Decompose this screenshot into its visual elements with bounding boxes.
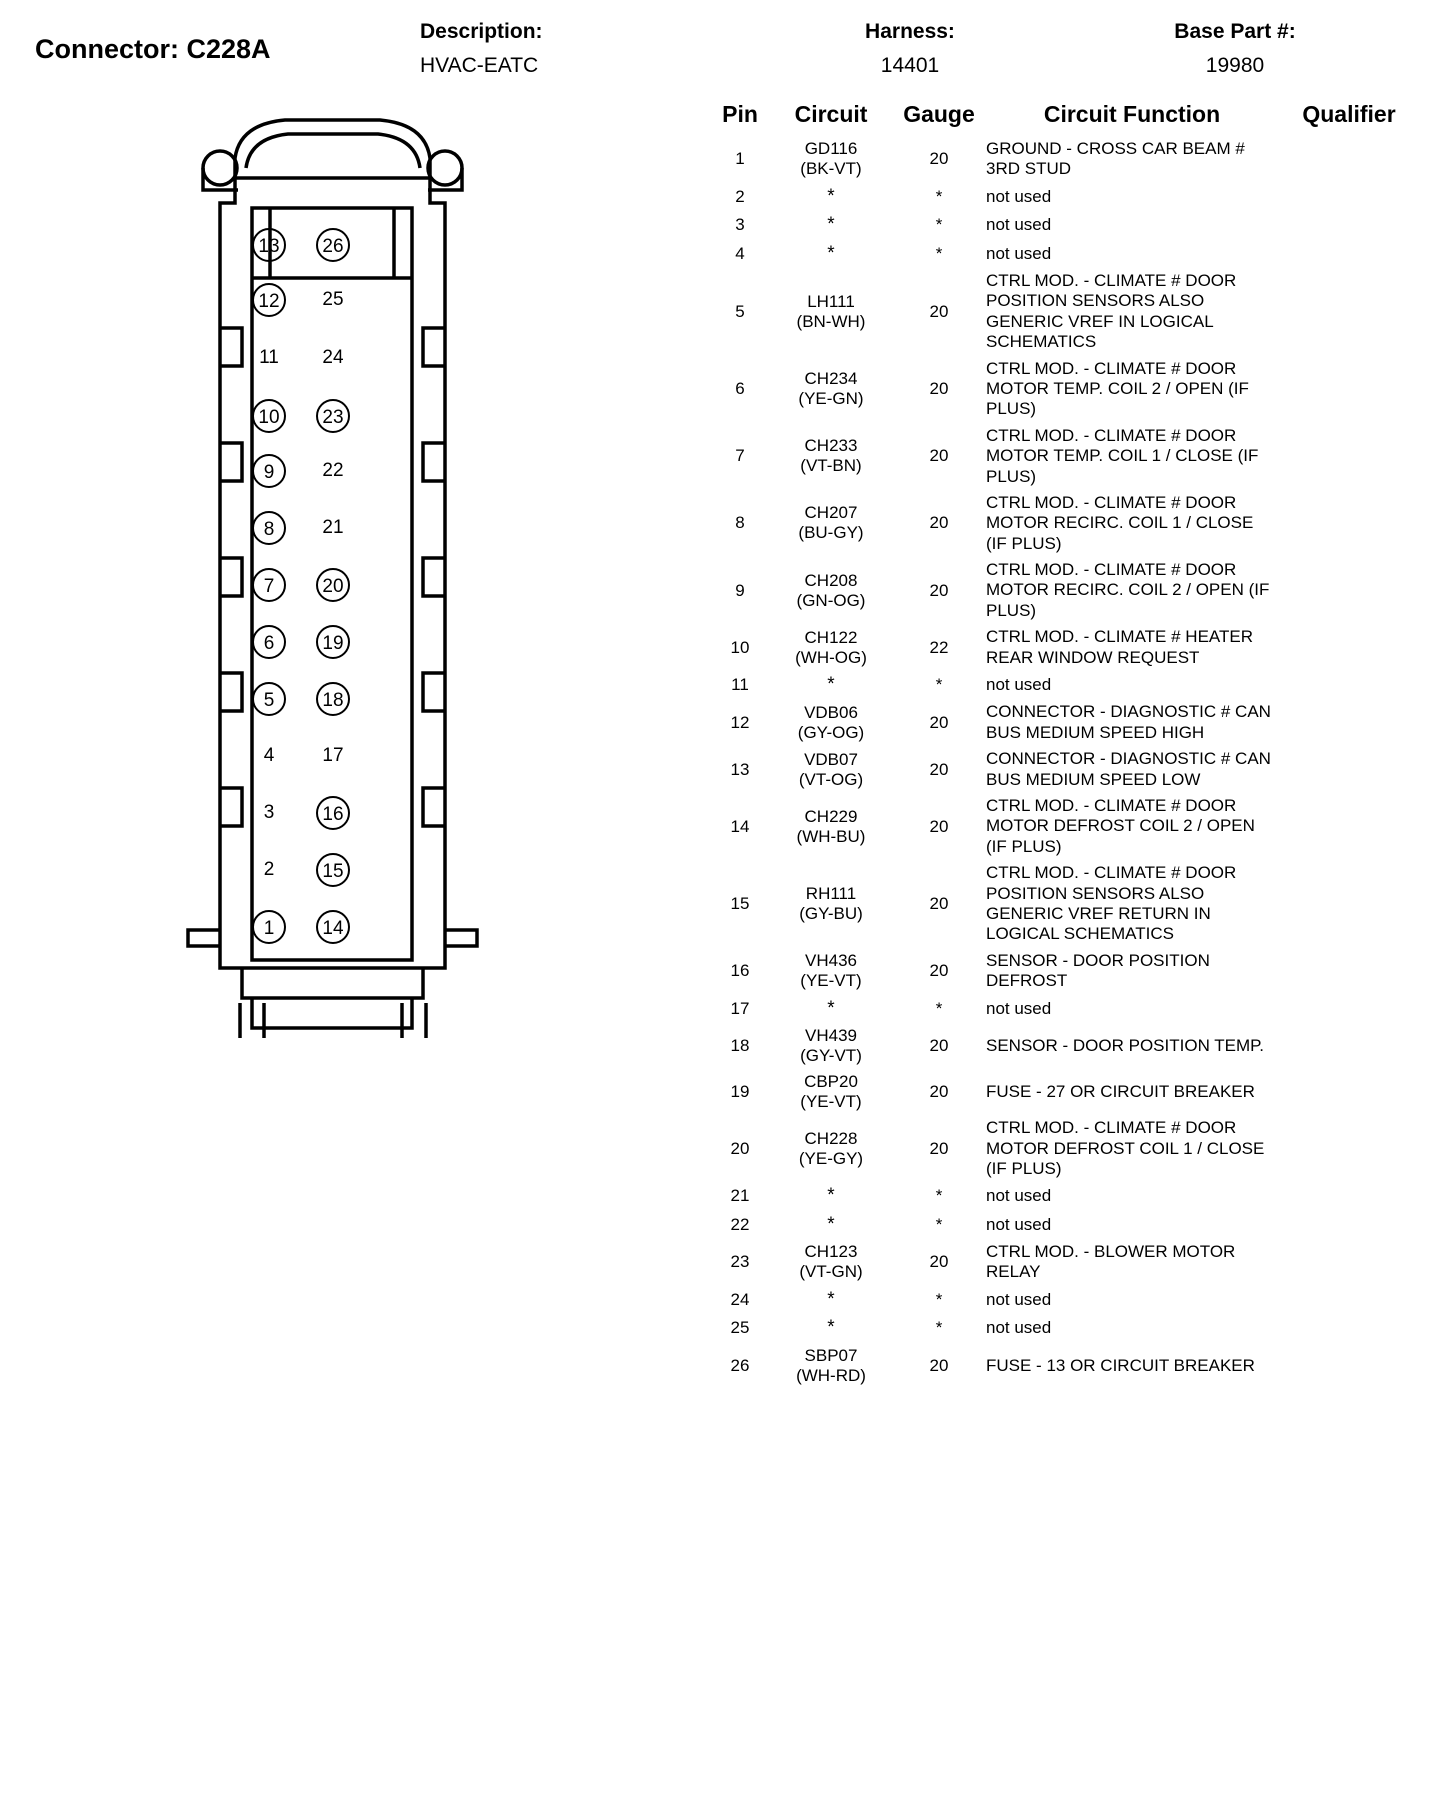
cell-pin: 16 xyxy=(730,961,750,981)
circuit-code: * xyxy=(827,242,835,264)
cell-circuit-function: CTRL MOD. - CLIMATE # DOOR MOTOR TEMP. COIL 1 / CLOSE (IF PLUS) xyxy=(986,425,1259,486)
cell-gauge: * xyxy=(935,243,943,263)
cell-gauge: 20 xyxy=(929,301,949,321)
cell-pin: 11 xyxy=(731,675,749,695)
cell-circuit xyxy=(770,557,892,624)
cell-circuit-function: CTRL MOD. - BLOWER MOTOR RELAY xyxy=(986,1242,1236,1282)
cell-circuit xyxy=(770,268,892,356)
cell-pin: 23 xyxy=(730,1252,750,1272)
cell-qualifier xyxy=(1278,746,1420,793)
cell-qualifier xyxy=(1278,211,1420,239)
cell-qualifier xyxy=(1278,671,1420,699)
cell-gauge: * xyxy=(935,1214,943,1234)
circuit-color: (YE-GY) xyxy=(798,1148,864,1168)
table-row xyxy=(710,1239,1420,1286)
cell-circuit xyxy=(770,183,892,211)
cell-gauge: 20 xyxy=(929,759,949,779)
col-header-gauge: Gauge xyxy=(903,101,975,127)
cell-circuit-function: CTRL MOD. - CLIMATE # DOOR MOTOR TEMP. COIL 2 / OPEN (IF PLUS) xyxy=(986,358,1249,419)
table-row xyxy=(710,1182,1420,1210)
table-row xyxy=(710,211,1420,239)
table-row xyxy=(710,1343,1420,1389)
cell-circuit xyxy=(770,1239,892,1286)
cell-circuit-function: not used xyxy=(986,1318,1052,1338)
table-row xyxy=(710,948,1420,995)
circuit-code: RH111 xyxy=(805,883,857,903)
circuit-code: * xyxy=(827,1185,835,1207)
circuit-code: CH123 xyxy=(804,1242,858,1262)
circuit-code: LH111 xyxy=(807,291,855,311)
table-row xyxy=(710,268,1420,356)
cell-gauge: 20 xyxy=(929,1082,949,1102)
table-row xyxy=(710,557,1420,624)
cell-pin: 3 xyxy=(735,215,745,235)
cell-qualifier xyxy=(1278,557,1420,624)
diagram-pin-23[interactable]: 23 xyxy=(316,399,350,433)
cell-circuit xyxy=(770,995,892,1023)
table-row xyxy=(710,699,1420,746)
circuit-code: * xyxy=(827,1317,835,1339)
circuit-color: (YE-VT) xyxy=(800,971,862,991)
diagram-pin-22: 22 xyxy=(322,460,344,481)
cell-circuit-function: not used xyxy=(986,243,1052,263)
cell-circuit xyxy=(770,136,892,183)
table-row xyxy=(710,746,1420,793)
table-row xyxy=(710,1023,1420,1069)
diagram-pin-10[interactable]: 10 xyxy=(252,399,286,433)
cell-qualifier xyxy=(1278,1069,1420,1115)
table-header-row xyxy=(710,100,1420,136)
diagram-pin-15[interactable]: 15 xyxy=(316,853,350,887)
cell-pin: 7 xyxy=(735,446,745,466)
diagram-pin-14[interactable]: 14 xyxy=(316,910,350,944)
cell-gauge: 20 xyxy=(929,513,949,533)
cell-gauge: * xyxy=(935,675,943,695)
circuit-color: (BK-VT) xyxy=(800,159,862,179)
harness-label: Harness: xyxy=(865,20,955,43)
cell-circuit xyxy=(770,1343,892,1389)
cell-gauge: 20 xyxy=(929,379,949,399)
diagram-pin-5[interactable]: 5 xyxy=(252,682,286,716)
cell-qualifier xyxy=(1278,624,1420,671)
base-part-label: Base Part #: xyxy=(1174,20,1296,43)
table-row xyxy=(710,1115,1420,1182)
table-row xyxy=(710,671,1420,699)
diagram-pin-6[interactable]: 6 xyxy=(252,625,286,659)
diagram-pin-7[interactable]: 7 xyxy=(252,568,286,602)
cell-circuit-function: not used xyxy=(986,186,1052,206)
cell-circuit xyxy=(770,624,892,671)
diagram-pin-11: 11 xyxy=(259,347,279,368)
cell-circuit xyxy=(770,746,892,793)
cell-gauge: * xyxy=(935,186,943,206)
cell-circuit xyxy=(770,423,892,490)
diagram-pin-4: 4 xyxy=(263,745,275,766)
circuit-color: (GY-OG) xyxy=(797,722,865,742)
circuit-color: (GY-VT) xyxy=(800,1045,862,1065)
circuit-color: (BN-WH) xyxy=(796,311,866,331)
cell-circuit-function: CTRL MOD. - CLIMATE # DOOR POSITION SENSORS ALSO GENERIC VREF IN LOGICAL SCHEMATICS xyxy=(986,271,1237,352)
diagram-pin-3: 3 xyxy=(263,802,275,823)
diagram-pin-13[interactable]: 13 xyxy=(252,228,286,262)
table-row xyxy=(710,356,1420,423)
cell-gauge: 20 xyxy=(929,149,949,169)
cell-qualifier xyxy=(1278,423,1420,490)
col-header-qualifier: Qualifier xyxy=(1302,101,1396,127)
diagram-pin-12[interactable]: 12 xyxy=(252,283,286,317)
pin-table xyxy=(710,100,1420,1389)
cell-qualifier xyxy=(1278,136,1420,183)
circuit-color: (WH-BU) xyxy=(796,826,866,846)
document-header xyxy=(0,0,1440,78)
circuit-code: CH229 xyxy=(804,806,858,826)
cell-pin: 4 xyxy=(735,243,745,263)
harness-value: 14401 xyxy=(880,54,940,77)
cell-circuit-function: not used xyxy=(986,1214,1052,1234)
cell-pin: 1 xyxy=(735,149,745,169)
cell-pin: 26 xyxy=(730,1355,750,1375)
cell-gauge: * xyxy=(935,215,943,235)
circuit-code: * xyxy=(827,997,835,1019)
circuit-code: * xyxy=(827,1288,835,1310)
cell-pin: 25 xyxy=(730,1318,750,1338)
cell-circuit-function: CONNECTOR - DIAGNOSTIC # CAN BUS MEDIUM SPEED LOW xyxy=(986,749,1271,789)
cell-circuit xyxy=(770,211,892,239)
harness-block xyxy=(750,20,1070,78)
cell-pin: 2 xyxy=(735,186,745,206)
circuit-code: CH234 xyxy=(804,369,858,389)
diagram-pin-9[interactable]: 9 xyxy=(252,454,286,488)
cell-circuit xyxy=(770,1115,892,1182)
cell-pin: 20 xyxy=(730,1138,750,1158)
table-row xyxy=(710,1211,1420,1239)
cell-qualifier xyxy=(1278,860,1420,948)
cell-pin: 14 xyxy=(730,816,750,836)
description-value: HVAC-EATC xyxy=(420,54,539,77)
pin-table-pane xyxy=(710,78,1410,1389)
cell-circuit-function: CTRL MOD. - CLIMATE # DOOR POSITION SENSORS ALSO GENERIC VREF RETURN IN LOGICAL SCHEMATICS xyxy=(986,863,1237,944)
cell-circuit-function: CTRL MOD. - CLIMATE # HEATER REAR WINDOW REQUEST xyxy=(986,627,1253,667)
cell-qualifier xyxy=(1278,183,1420,211)
cell-circuit-function: CTRL MOD. - CLIMATE # DOOR MOTOR DEFROST COIL 1 / CLOSE (IF PLUS) xyxy=(986,1118,1265,1178)
connector-title: Connector: C228A xyxy=(35,34,271,64)
cell-gauge: 20 xyxy=(929,712,949,732)
table-row xyxy=(710,1286,1420,1314)
cell-circuit-function: SENSOR - DOOR POSITION DEFROST xyxy=(986,950,1210,991)
table-row xyxy=(710,183,1420,211)
cell-circuit-function: FUSE - 27 OR CIRCUIT BREAKER xyxy=(986,1081,1255,1101)
cell-circuit-function: not used xyxy=(986,998,1052,1018)
circuit-code: CH122 xyxy=(804,627,858,647)
cell-circuit xyxy=(770,793,892,860)
circuit-code: CH228 xyxy=(804,1128,858,1148)
circuit-code: CH233 xyxy=(804,436,858,456)
cell-circuit xyxy=(770,1314,892,1342)
circuit-code: VH439 xyxy=(805,1025,857,1045)
cell-qualifier xyxy=(1278,1286,1420,1314)
cell-qualifier xyxy=(1278,268,1420,356)
description-label: Description: xyxy=(420,20,543,43)
cell-circuit xyxy=(770,671,892,699)
circuit-color: (VT-GN) xyxy=(799,1262,863,1282)
cell-qualifier xyxy=(1278,240,1420,268)
cell-circuit xyxy=(770,1023,892,1069)
cell-circuit xyxy=(770,860,892,948)
cell-gauge: 20 xyxy=(929,893,949,913)
cell-pin: 13 xyxy=(730,759,750,779)
cell-circuit-function: not used xyxy=(986,675,1052,695)
circuit-code: CBP20 xyxy=(804,1072,858,1092)
cell-gauge: 20 xyxy=(929,1035,949,1055)
cell-circuit xyxy=(770,490,892,557)
circuit-code: VDB07 xyxy=(804,749,858,769)
cell-gauge: 20 xyxy=(929,816,949,836)
table-row xyxy=(710,995,1420,1023)
diagram-pin-25: 25 xyxy=(322,289,344,310)
col-header-pin: Pin xyxy=(722,101,758,127)
cell-circuit-function: CTRL MOD. - CLIMATE # DOOR MOTOR RECIRC. COIL 2 / OPEN (IF PLUS) xyxy=(986,560,1270,620)
cell-qualifier xyxy=(1278,699,1420,746)
diagram-pin-8[interactable]: 8 xyxy=(252,511,286,545)
diagram-pin-17: 17 xyxy=(322,745,344,766)
cell-circuit-function: not used xyxy=(986,1186,1052,1206)
table-row xyxy=(710,136,1420,183)
cell-qualifier xyxy=(1278,1314,1420,1342)
col-header-circuit: Circuit xyxy=(794,101,868,127)
cell-gauge: 22 xyxy=(929,637,949,657)
cell-gauge: 20 xyxy=(929,446,949,466)
cell-gauge: * xyxy=(935,1318,943,1338)
cell-pin: 5 xyxy=(735,301,745,321)
cell-circuit xyxy=(770,1286,892,1314)
table-row xyxy=(710,1069,1420,1115)
cell-circuit-function: CONNECTOR - DIAGNOSTIC # CAN BUS MEDIUM SPEED HIGH xyxy=(986,702,1271,742)
col-header-function: Circuit Function xyxy=(1043,101,1221,127)
circuit-color: (YE-GN) xyxy=(798,389,864,409)
cell-qualifier xyxy=(1278,1239,1420,1286)
cell-pin: 24 xyxy=(730,1290,750,1310)
circuit-color: (GY-BU) xyxy=(799,903,863,923)
cell-circuit-function: GROUND - CROSS CAR BEAM # 3RD STUD xyxy=(986,139,1245,179)
cell-circuit xyxy=(770,1211,892,1239)
cell-gauge: 20 xyxy=(929,961,949,981)
cell-gauge: 20 xyxy=(929,1138,949,1158)
circuit-code: GD116 xyxy=(804,139,858,159)
circuit-color: (VT-BN) xyxy=(800,456,862,476)
cell-circuit xyxy=(770,240,892,268)
cell-pin: 18 xyxy=(730,1035,750,1055)
circuit-color: (WH-OG) xyxy=(795,647,867,667)
cell-pin: 10 xyxy=(730,637,750,657)
table-row xyxy=(710,240,1420,268)
cell-pin: 12 xyxy=(730,712,750,732)
cell-pin: 21 xyxy=(730,1186,750,1206)
connector-diagram-pane xyxy=(30,78,710,1389)
cell-circuit-function: FUSE - 13 OR CIRCUIT BREAKER xyxy=(986,1355,1255,1375)
cell-gauge: * xyxy=(935,1186,943,1206)
cell-circuit-function: CTRL MOD. - CLIMATE # DOOR MOTOR DEFROST COIL 2 / OPEN (IF PLUS) xyxy=(986,796,1255,856)
diagram-pin-18[interactable]: 18 xyxy=(316,682,350,716)
cell-circuit xyxy=(770,948,892,995)
cell-qualifier xyxy=(1278,995,1420,1023)
cell-circuit-function: not used xyxy=(986,215,1052,235)
cell-qualifier xyxy=(1278,948,1420,995)
cell-pin: 6 xyxy=(735,379,745,399)
circuit-code: SBP07 xyxy=(804,1345,858,1365)
cell-circuit xyxy=(770,1182,892,1210)
base-part-block xyxy=(1070,20,1400,78)
cell-qualifier xyxy=(1278,793,1420,860)
diagram-pin-21: 21 xyxy=(322,517,344,538)
circuit-code: CH207 xyxy=(804,503,858,523)
cell-circuit-function: CTRL MOD. - CLIMATE # DOOR MOTOR RECIRC. COIL 1 / CLOSE (IF PLUS) xyxy=(986,492,1254,553)
pin-table-body xyxy=(710,136,1420,1389)
cell-circuit xyxy=(770,1069,892,1115)
cell-pin: 15 xyxy=(730,893,750,913)
circuit-color: (BU-GY) xyxy=(798,523,864,543)
circuit-code: CH208 xyxy=(804,570,858,590)
table-row xyxy=(710,423,1420,490)
cell-qualifier xyxy=(1278,1115,1420,1182)
connector-drawing xyxy=(180,98,510,1038)
cell-pin: 8 xyxy=(735,513,745,533)
circuit-code: * xyxy=(827,674,835,696)
cell-qualifier xyxy=(1278,1343,1420,1389)
circuit-code: * xyxy=(827,214,835,236)
circuit-code: VDB06 xyxy=(804,702,858,722)
circuit-color: (VT-OG) xyxy=(798,769,864,789)
table-row xyxy=(710,860,1420,948)
diagram-pin-2: 2 xyxy=(263,859,275,880)
circuit-color: (WH-RD) xyxy=(796,1365,866,1385)
cell-gauge: * xyxy=(935,998,943,1018)
cell-gauge: 20 xyxy=(929,1252,949,1272)
table-row xyxy=(710,793,1420,860)
cell-qualifier xyxy=(1278,356,1420,423)
diagram-pin-26[interactable]: 26 xyxy=(316,228,350,262)
cell-gauge: 20 xyxy=(929,1355,949,1375)
diagram-pin-20[interactable]: 20 xyxy=(316,568,350,602)
diagram-pin-19[interactable]: 19 xyxy=(316,625,350,659)
diagram-pin-24: 24 xyxy=(322,347,344,368)
circuit-color: (YE-VT) xyxy=(800,1092,862,1112)
table-row xyxy=(710,1314,1420,1342)
cell-circuit xyxy=(770,699,892,746)
cell-pin: 17 xyxy=(730,998,750,1018)
cell-pin: 19 xyxy=(730,1082,750,1102)
cell-qualifier xyxy=(1278,490,1420,557)
cell-circuit xyxy=(770,356,892,423)
cell-qualifier xyxy=(1278,1211,1420,1239)
diagram-pin-1[interactable]: 1 xyxy=(252,910,286,944)
cell-pin: 22 xyxy=(730,1214,750,1234)
base-part-value: 19980 xyxy=(1205,54,1265,77)
cell-circuit-function: not used xyxy=(986,1289,1052,1309)
cell-qualifier xyxy=(1278,1023,1420,1069)
diagram-pin-16[interactable]: 16 xyxy=(316,796,350,830)
circuit-color: (GN-OG) xyxy=(796,590,866,610)
circuit-code: * xyxy=(827,185,835,207)
cell-gauge: * xyxy=(935,1290,943,1310)
table-row xyxy=(710,624,1420,671)
cell-pin: 9 xyxy=(735,580,745,600)
cell-gauge: 20 xyxy=(929,580,949,600)
table-row xyxy=(710,490,1420,557)
cell-qualifier xyxy=(1278,1182,1420,1210)
description-block xyxy=(420,20,750,78)
circuit-code: * xyxy=(827,1213,835,1235)
cell-circuit-function: SENSOR - DOOR POSITION TEMP. xyxy=(986,1035,1265,1055)
circuit-code: VH436 xyxy=(805,951,857,971)
